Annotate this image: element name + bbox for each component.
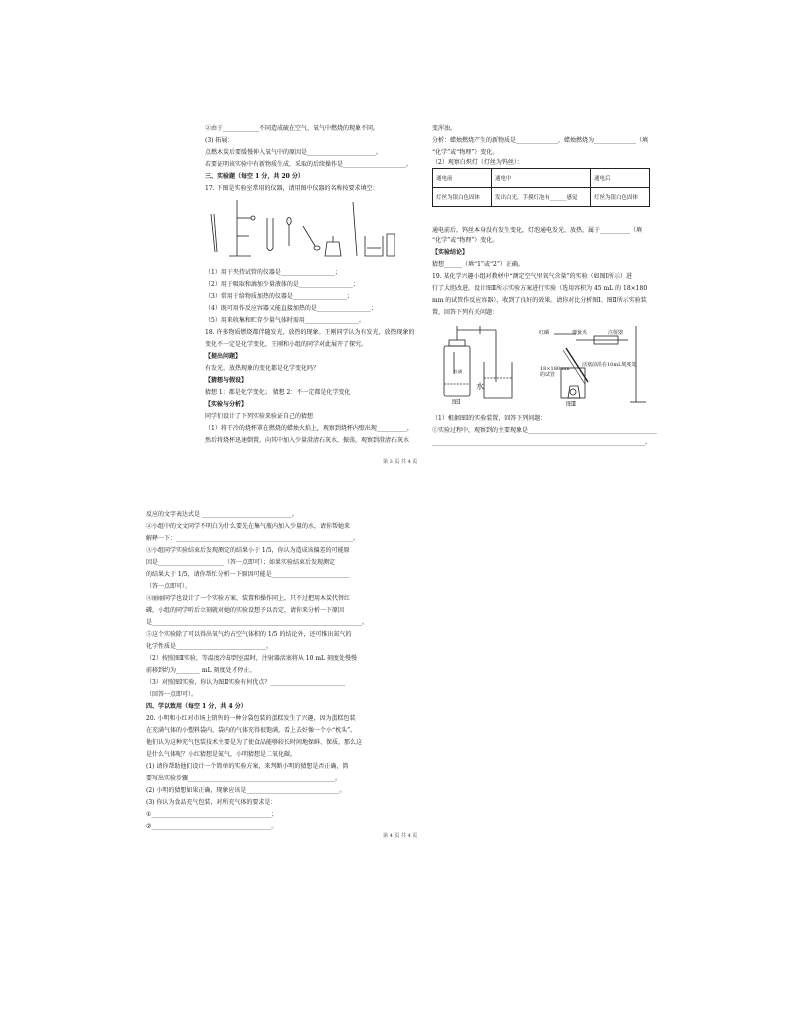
table-cell: 灯丝为银白色固体 (433, 188, 492, 207)
question-text: 在充满气体的小塑料袋内，袋内的气体充得很饱满，看上去好像一个小“枕头”。 (146, 727, 357, 734)
question-item: （2）用于吸取和滴加少量液体的是__________________； (205, 281, 359, 288)
question-text: 17. 下图是实验室常用的仪器，请用图中仪器的名称按要求填空： (205, 185, 379, 192)
subsection-heading: 【提出问题】 (205, 353, 242, 360)
text-line: 通电前后，钨丝本身没有发生变化，灯泡通电发光、放热，属于__________（填 (432, 227, 643, 234)
text-line: 分析：蜡烛燃烧产生的新物质是______________，蜡烛燃烧为______________（填 (432, 137, 649, 144)
question-item: （4）既可用作反应容器又能直接加热的是__________________； (205, 305, 377, 312)
text-line: 前移到约为________ mL 刻度处才停止。 (146, 667, 256, 674)
question-text: 猜想 1：都是化学变化； 猜想 2：不一定都是化学变化 (205, 389, 351, 396)
text-line: ⑤这个实验除了可以得出氧气约占空气体积的 1/5 的结论外，还可推出氮气的 (146, 631, 352, 638)
text-line: 是______________________________________________________________________。 (146, 619, 369, 626)
text-line: 的结果大于 1/5，请你帮忙分析一下原因可能是__________________________ (146, 571, 350, 578)
question-text: (1) 请你帮助他们设计一个简单的实验方案，来判断小明的猜想是否正确，简 (146, 763, 349, 770)
table-cell: 通电前 (433, 169, 492, 188)
table-cell: 通电中 (492, 169, 591, 188)
text-line: “化学”或“物理”）变化。 (432, 149, 499, 156)
text-line: 变浑浊。 (432, 125, 457, 132)
label-spring-clip: 弹簧夹 (572, 330, 588, 336)
question-text: 有发光、放热现象的变化都是化学变化吗？ (205, 365, 320, 372)
question-text: 19. 某化学兴趣小组对教材中“测定空气里氧气含量”的实验（如图Ⅰ所示）进 (432, 273, 632, 280)
text-line: ③小组同学实验结束后发现测定的结果小于 1/5，你认为造成该偏差的可能原 (146, 547, 350, 554)
question-text: （1）将干冷的烧杯罩在燃烧的蜡烛火焰上，观察到烧杯内壁出现__________， (205, 425, 413, 432)
label-hongling: 红磷 (539, 330, 550, 336)
text-line: ②由于____________不同造成硫在空气、氧气中燃烧的现象不同。 (205, 125, 380, 132)
question-item: （1）用于夹持试管的仪器是__________________； (205, 269, 341, 276)
text-line: (3) 拓展： (205, 137, 234, 144)
question-text: (3) 你认为食品充气包装，对所充气体的要求是： (146, 799, 277, 806)
table-row (433, 188, 650, 207)
text-line: 解释一下：___________________________________________________________。 (146, 535, 360, 542)
bulb-observation-table (432, 168, 650, 207)
text-line: 猜想______（填“1”或“2”）正确。 (432, 261, 524, 268)
oxygen-apparatus-figure (436, 322, 654, 410)
label-water: 水 (476, 382, 484, 391)
answer-line: ①________________________________________； (146, 811, 278, 818)
section-heading: 四、学以致用（每空 1 分，共 4 分） (146, 703, 247, 710)
question-text: 行了大胆改进，设计图Ⅱ所示实验方案进行实验（选用容积为 45 mL 的 18×180 (432, 285, 648, 292)
table-cell: 灯丝为银白色固体 (591, 188, 650, 207)
label-syringe: 注射器 (608, 330, 624, 336)
page-footer: 第 4 页 共 4 页 (383, 833, 418, 839)
question-text: 同学们设计了下列实验来验证自己的猜想 (205, 413, 314, 420)
question-item: （5）用来收集和贮存少量气体时需用__________________。 (205, 317, 365, 324)
table-header-row (433, 169, 650, 188)
answer-line: _______________________________________________________________________。 (432, 439, 652, 446)
question-text: 20. 小明和小红对市场上销售的一种分袋包装的蛋糕发生了兴趣，因为蛋糕包装 (146, 715, 356, 722)
question-item: （3）常用于给物质加热的仪器是__________________； (205, 293, 353, 300)
subsection-heading: 【猜想与假设】 (205, 377, 248, 384)
question-text: 18. 许多物质燃烧都伴随发光、放热的现象。王刚同学认为有发光、放热现象的 (205, 329, 415, 336)
answer-line: ②________________________________________。 (146, 823, 278, 830)
question-text: (2) 小明的猜想如果正确，现象应该是_______________________________。 (146, 787, 346, 794)
text-line: 因是______________________（答一点即可）；如果实验结束后发现测定 (146, 559, 336, 566)
question-text: 置，回答下列有关问题： (432, 309, 499, 316)
label-test-tube: 18×180mm 的试管 (540, 366, 570, 378)
text-line: “化学”或“物理”）变化。 (432, 237, 499, 244)
text-line: 化学性质是______________________________。 (146, 643, 273, 650)
question-text: 然后将烧杯迅速倒置，向其中加入少量澄清石灰水，振荡，观察到澄清石灰水 (205, 437, 410, 444)
question-text: 是什么气体呢？小红猜想是氮气，小明猜想是二氧化碳。 (146, 751, 297, 758)
table-cell: 发出白光，手摸灯泡有______感觉 (492, 188, 591, 207)
label-figure-2: 图Ⅱ (566, 401, 577, 408)
page-footer: 第 3 页 共 4 页 (383, 459, 418, 465)
text-line: （2）按照图Ⅱ实验，等温度冷却到室温时，注射器活塞将从 10 mL 刻度处慢慢 (146, 655, 357, 662)
text-line: （回答一点即可）。 (146, 691, 198, 698)
question-text: ①实验过程中，观察到的主要现象是___________________________________________ (432, 427, 658, 434)
text-line: ④丽丽同学也设计了一个实验方案，装置和操作同上，只不过把用木炭代替红 (146, 595, 351, 602)
text-line: 反应的文字表达式是 ______________________________。 (146, 511, 298, 518)
text-line: 若要证明该实验中有新物质生成，采取的后续操作是_____________________。 (205, 161, 413, 168)
label-hongling-small: 红磷 (454, 369, 462, 374)
label-figure-1: 图Ⅰ (452, 399, 461, 406)
text-line: 点燃木炭后要缓慢伸入氧气中的原因是_______________________。 (205, 149, 383, 156)
question-text: 变化不一定是化学变化，王刚和小组的同学对此展开了探究。 (205, 341, 368, 348)
text-line: （3）对照图Ⅰ实验，你认为图Ⅱ实验有何优点？_________________________ (146, 679, 346, 686)
question-text: 他们认为这种充气包装技术主要是为了使食品能够较长时间地保鲜、保质。那么这 (146, 739, 363, 746)
section-heading: 三、实验题（每空 1 分，共 20 分） (205, 173, 304, 180)
table-cell: 通电后 (591, 169, 650, 188)
question-text: 要写出实验步骤_________________________________________________。 (146, 775, 342, 782)
question-text: mm 的试管作反应容器），收到了良好的效果。请你对比分析图Ⅰ、图Ⅱ所示实验装 (432, 297, 647, 304)
label-piston: 活塞前沿在10mL刻度处 (582, 362, 637, 368)
subsection-heading: 【实验与分析】 (205, 401, 248, 408)
lab-instruments-figure (205, 196, 395, 262)
text-line: ②小组中的文文同学不明白为什么要先在集气瓶内加入少量的水，请你帮她来 (146, 523, 351, 530)
subsection-heading: 【实验结论】 (432, 249, 469, 256)
text-line: 磷，小组的同学听后立刻就对她的实验设想予以否定，请你来分析一下原因 (146, 607, 345, 614)
text-line: （答一点即可）。 (146, 583, 192, 590)
question-text: （1）根据图Ⅰ的实验装置，回答下列问题： (432, 415, 547, 422)
text-line: （2）观察白炽灯（灯丝为钨丝）： (432, 159, 523, 166)
